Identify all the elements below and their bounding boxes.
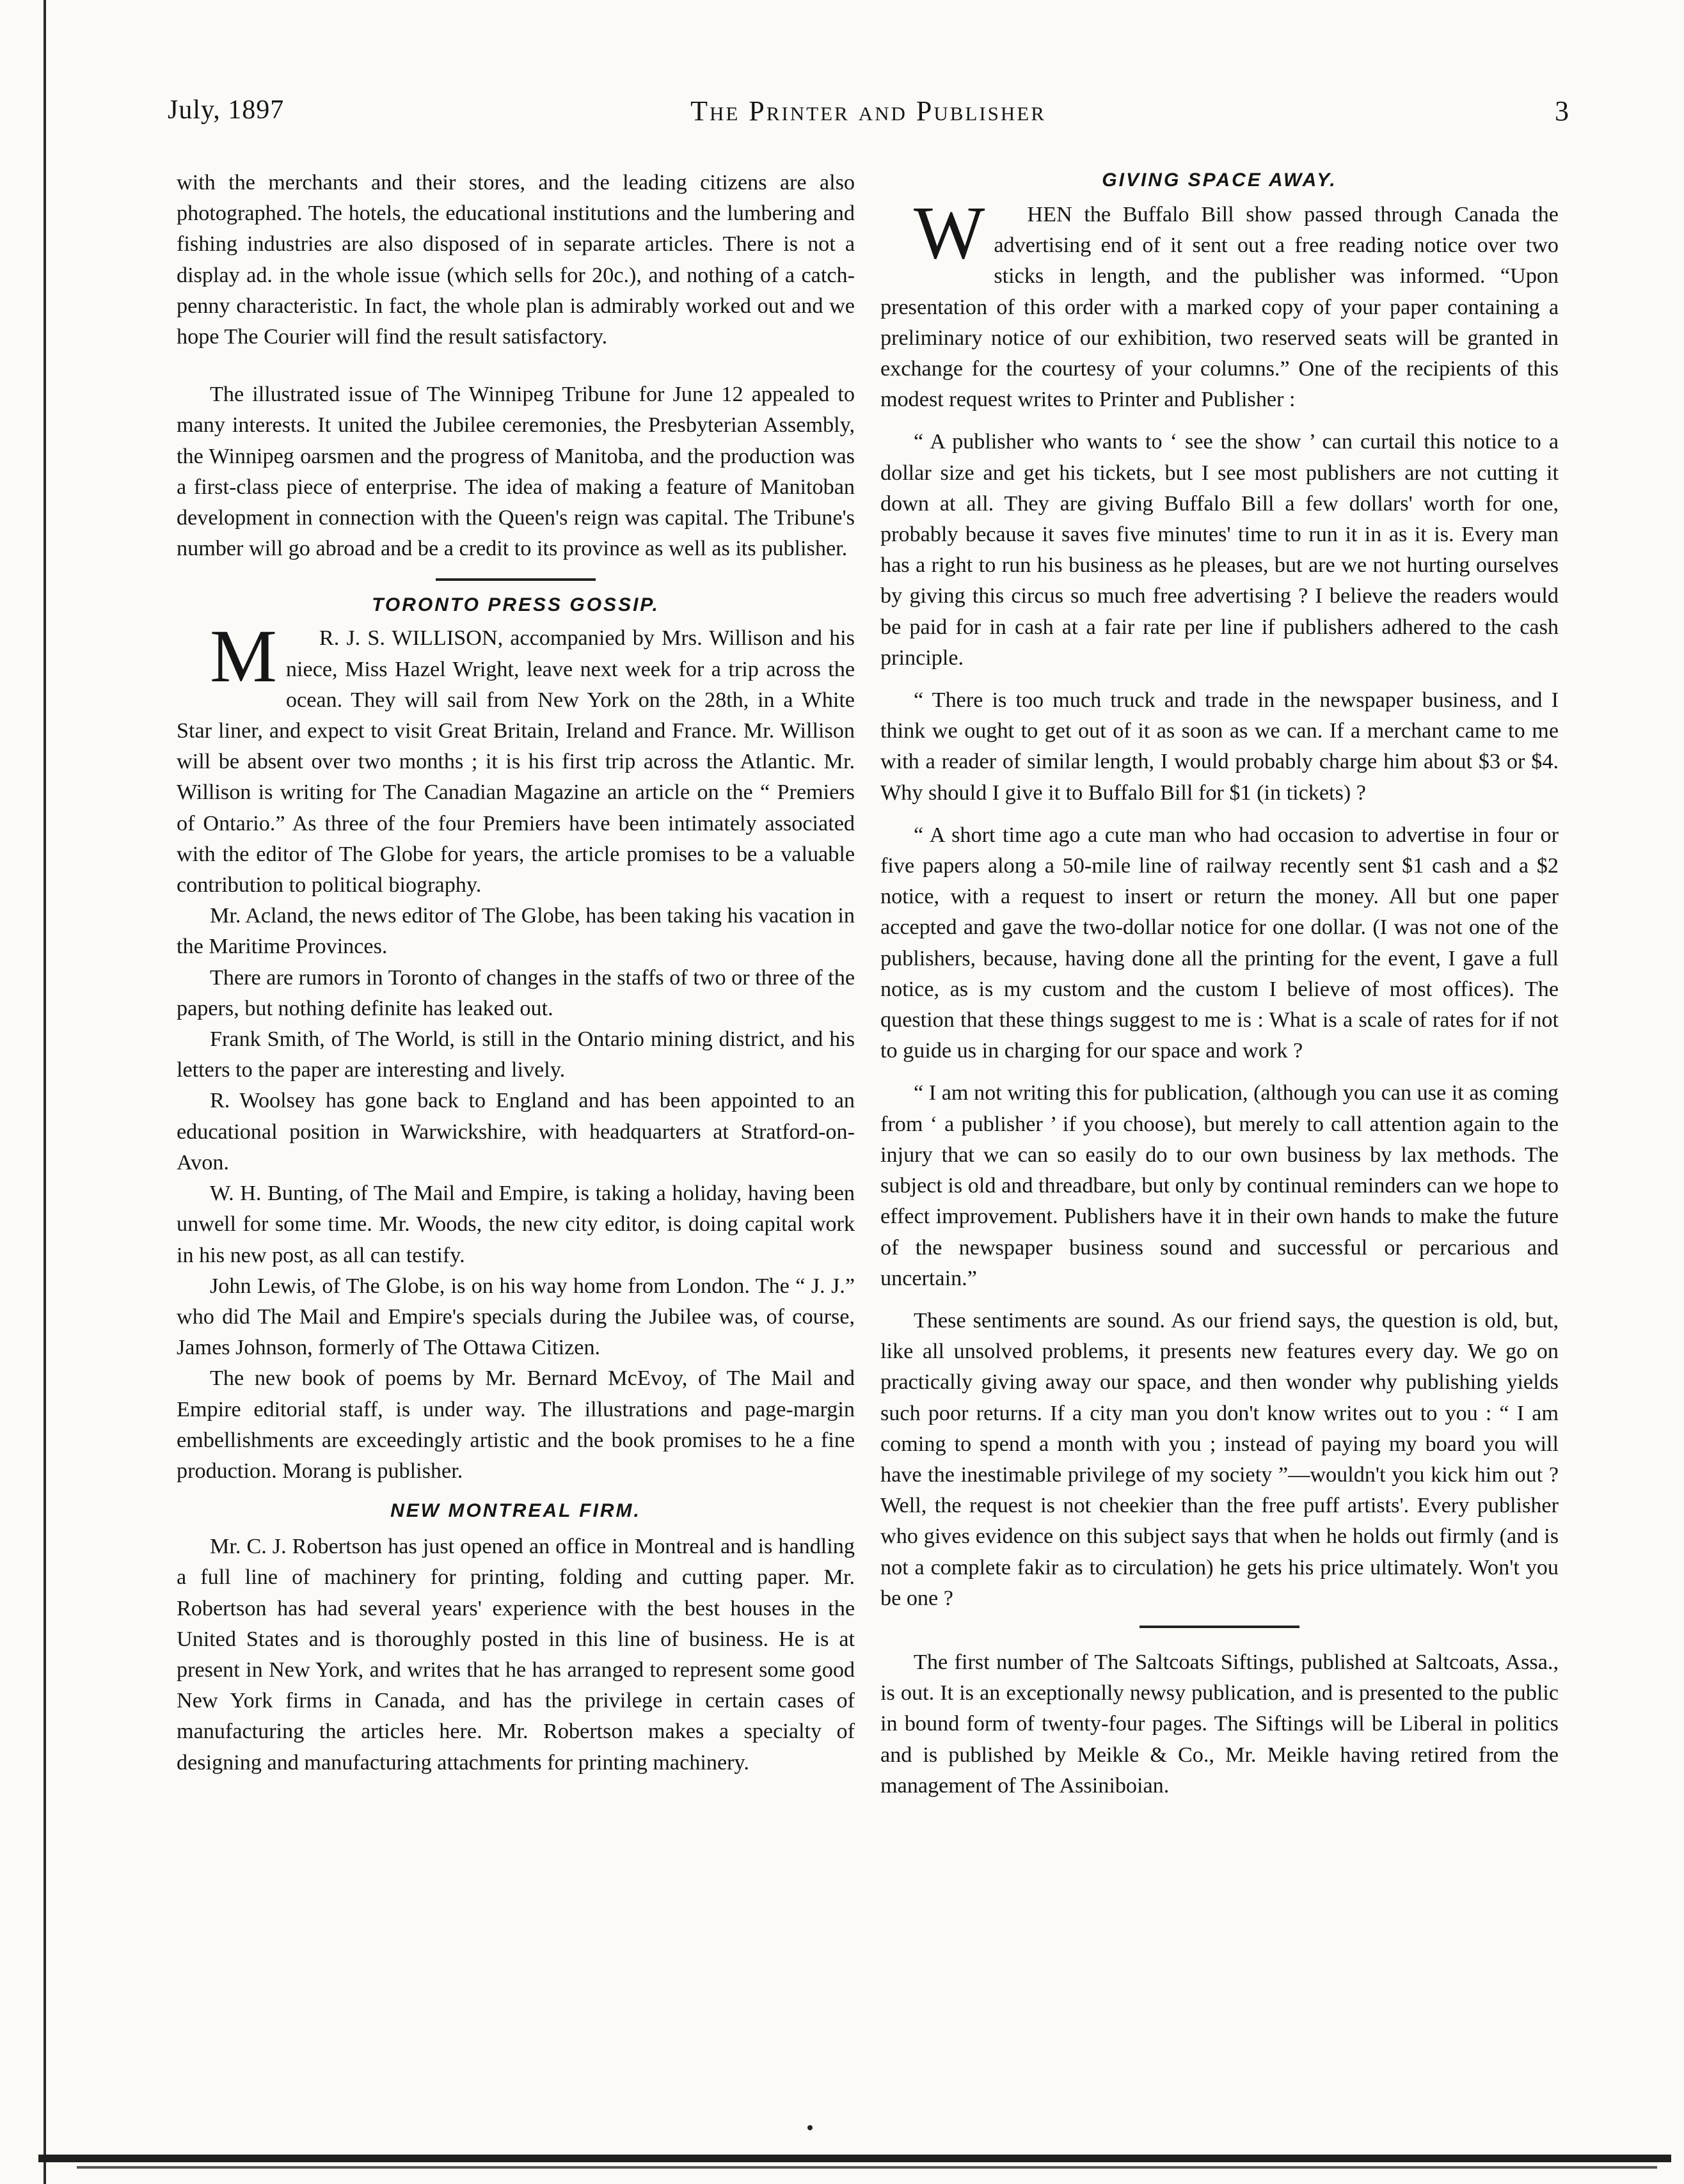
- paragraph: The illustrated issue of The Winnipeg Tribune for June 12 appealed to many interests. It united the Jubilee ceremonies, the Presbyterian Assembly, the Winnipeg oarsmen and the progress of Manitoba, and the production was a first-class piece of enterprise. The idea of making a feature of Manitoban development in connection with the Queen's reign was capital. The Tribune's number will go abroad and be a credit to its province as well as its publisher.: [177, 383, 855, 561]
- section-divider: [1140, 1626, 1299, 1628]
- paragraph: There are rumors in Toronto of changes in the staffs of two or three of the papers, but nothing definite has leaked out.: [177, 965, 855, 1020]
- paragraph: John Lewis, of The Globe, is on his way home from London. The “ J. J.” who did The Mail and Empire's specials during the Jubilee was, of course, James Johnson, formerly of The Ottawa Citizen.: [177, 1274, 855, 1360]
- bottom-rule-thin: [77, 2166, 1657, 2169]
- section-heading: TORONTO PRESS GOSSIP.: [372, 594, 660, 616]
- paragraph-text: R. J. S. WILLISON, accompanied by Mrs. Willison and his niece, Miss Hazel Wright, leave next week for a trip across the ocean. They will sail from New York on the 28th, in a White Star liner, and expect to visit Great Britain, Ireland and France. Mr. Willison will be absent over two months ; it is his first trip across the Atlantic. Mr. Willison is writing for The Canadian Magazine an article on the “ Premiers of Ontario.” As three of the four Premiers have been intimately associated with the editor of The Globe for years, the article promises to be a valuable contribution to political biography.: [177, 626, 855, 898]
- paragraph: Frank Smith, of The World, is still in the Ontario mining district, and his letters to the paper are interesting and lively.: [177, 1027, 855, 1082]
- paragraph: “ A short time ago a cute man who had occasion to advertise in four or five papers along a 50-mile line of railway recently sent $1 cash and a $2 notice, with a request to insert or return the money. All but one paper accepted and gave the two-dollar notice for one dollar. (I was not one of the publishers, because, having done all the printing for the event, I gave a full notice, as is my custom and the custom I believe of most offices). The question that these things suggest to me is : What is a scale of rates for if not to guide us in charging for our space and work ?: [880, 823, 1559, 1063]
- page-margin-rule: [44, 0, 46, 2184]
- paragraph: “ A publisher who wants to ‘ see the show ’ can curtail this notice to a dollar size and get his tickets, but I see most publishers are not cutting it down at all. They are giving Buffalo Bill a few dollars' worth for one, probably because it saves five minutes' time to run it in as it is. Every man has a right to run his business as he pleases, but are we not hurting ourselves by giving this circus so much free advertising ? I believe the readers would be paid for in cash at a fair rate per line if publishers adhered to the cash principle.: [880, 430, 1559, 670]
- paragraph-text: HEN the Buffalo Bill show passed through Canada the advertising end of it sent out a free reading notice over two sticks in length, and the publisher was informed. “Upon presentation of this order with a marked copy of your paper containing a preliminary notice of our exhibition, two reserved seats will be granted in exchange for the courtesy of your columns.” One of the recipients of this modest request writes to Printer and Publisher :: [880, 203, 1559, 412]
- drop-cap: M: [210, 614, 277, 699]
- left-column: [177, 168, 855, 1778]
- page-number: 3: [1555, 95, 1569, 127]
- paragraph: [880, 191, 1559, 415]
- publication-title: The Printer and Publisher: [690, 95, 1046, 127]
- paragraph: These sentiments are sound. As our friend says, the question is old, but, like all unsolved problems, it presents new features every day. We go on practically giving away our space, and then wonder why publishing yields such poor returns. If a city man you don't know writes out to you : “ I am coming to spend a month with you ; instead of paying my board you will have the inestimable privilege of my society ”—wouldn't you kick him out ? Well, the request is not cheekier than the free puff artists'. Every publisher who gives evidence on this subject says that when he holds out firmly (and is not a complete fakir as to circulation) he gets his price ultimately. Won't you be one ?: [880, 1308, 1559, 1610]
- paragraph: with the merchants and their stores, and the leading citizens are also photographed. The hotels, the educational institutions and the lumbering and fishing industries are also disposed of in separate articles. There is not a display ad. in the whole issue (which sells for 20c.), and nothing of a catch-penny characteristic. In fact, the whole plan is admirably worked out and we hope The Courier will find the result satisfactory.: [177, 171, 855, 349]
- paragraph: “ There is too much truck and trade in the newspaper business, and I think we ought to get out of it as soon as we can. If a merchant came to me with a reader of similar length, I would probably charge him about $3 or $4. Why should I give it to Buffalo Bill for $1 (in tickets) ?: [880, 688, 1559, 805]
- page-header: [168, 95, 1569, 133]
- paragraph: W. H. Bunting, of The Mail and Empire, is taking a holiday, having been unwell for some time. Mr. Woods, the new city editor, is doing capital work in his new post, as all can testify.: [177, 1182, 855, 1267]
- paragraph: [177, 614, 855, 901]
- issue-date: July, 1897: [168, 95, 285, 125]
- right-column: [880, 165, 1559, 1801]
- paragraph: The first number of The Saltcoats Siftings, published at Saltcoats, Assa., is out. It is an exceptionally newsy publication, and is presented to the public in bound form of twenty-four pages. The Siftings will be Liberal in politics and is published by Meikle & Co., Mr. Meikle having retired from the management of The Assiniboian.: [880, 1650, 1559, 1798]
- paragraph: R. Woolsey has gone back to England and has been appointed to an educational position in Warwickshire, with headquarters at Stratford-on-Avon.: [177, 1089, 855, 1175]
- paragraph: Mr. Acland, the news editor of The Globe, has been taking his vacation in the Maritime Provinces.: [177, 904, 855, 959]
- section-divider: [436, 578, 596, 581]
- drop-cap: W: [914, 191, 985, 274]
- section-heading: NEW MONTREAL FIRM.: [390, 1500, 641, 1522]
- paragraph: Mr. C. J. Robertson has just opened an office in Montreal and is handling a full line of machinery for printing, folding and cutting paper. Mr. Robertson has had several years' experience with the best houses in the United States and is thoroughly posted in this line of business. He is at present in New York, and writes that he has arranged to represent some good New York firms in Canada, and has the privilege in certain cases of manufacturing the articles here. Mr. Robertson makes a specialty of designing and manufacturing attachments for printing machinery.: [177, 1535, 855, 1775]
- paragraph: The new book of poems by Mr. Bernard McEvoy, of The Mail and Empire editorial staff, is under way. The illustrations and page-margin embellishments are exceedingly artistic and the book promises to he a fine production. Morang is publisher.: [177, 1366, 855, 1483]
- bottom-rule: [38, 2155, 1671, 2162]
- paragraph: “ I am not writing this for publication, (although you can use it as coming from ‘ a publisher ’ if you choose), but merely to call attention again to the injury that we can so easily do to our own business by lax methods. The subject is old and threadbare, but only by continual reminders can we hope to effect improvement. Publishers have it in their own hands to make the future of the newspaper business sound and successful or percarious and uncertain.”: [880, 1081, 1559, 1290]
- ornament-dot: [807, 2125, 813, 2130]
- section-heading: GIVING SPACE AWAY.: [1102, 170, 1337, 191]
